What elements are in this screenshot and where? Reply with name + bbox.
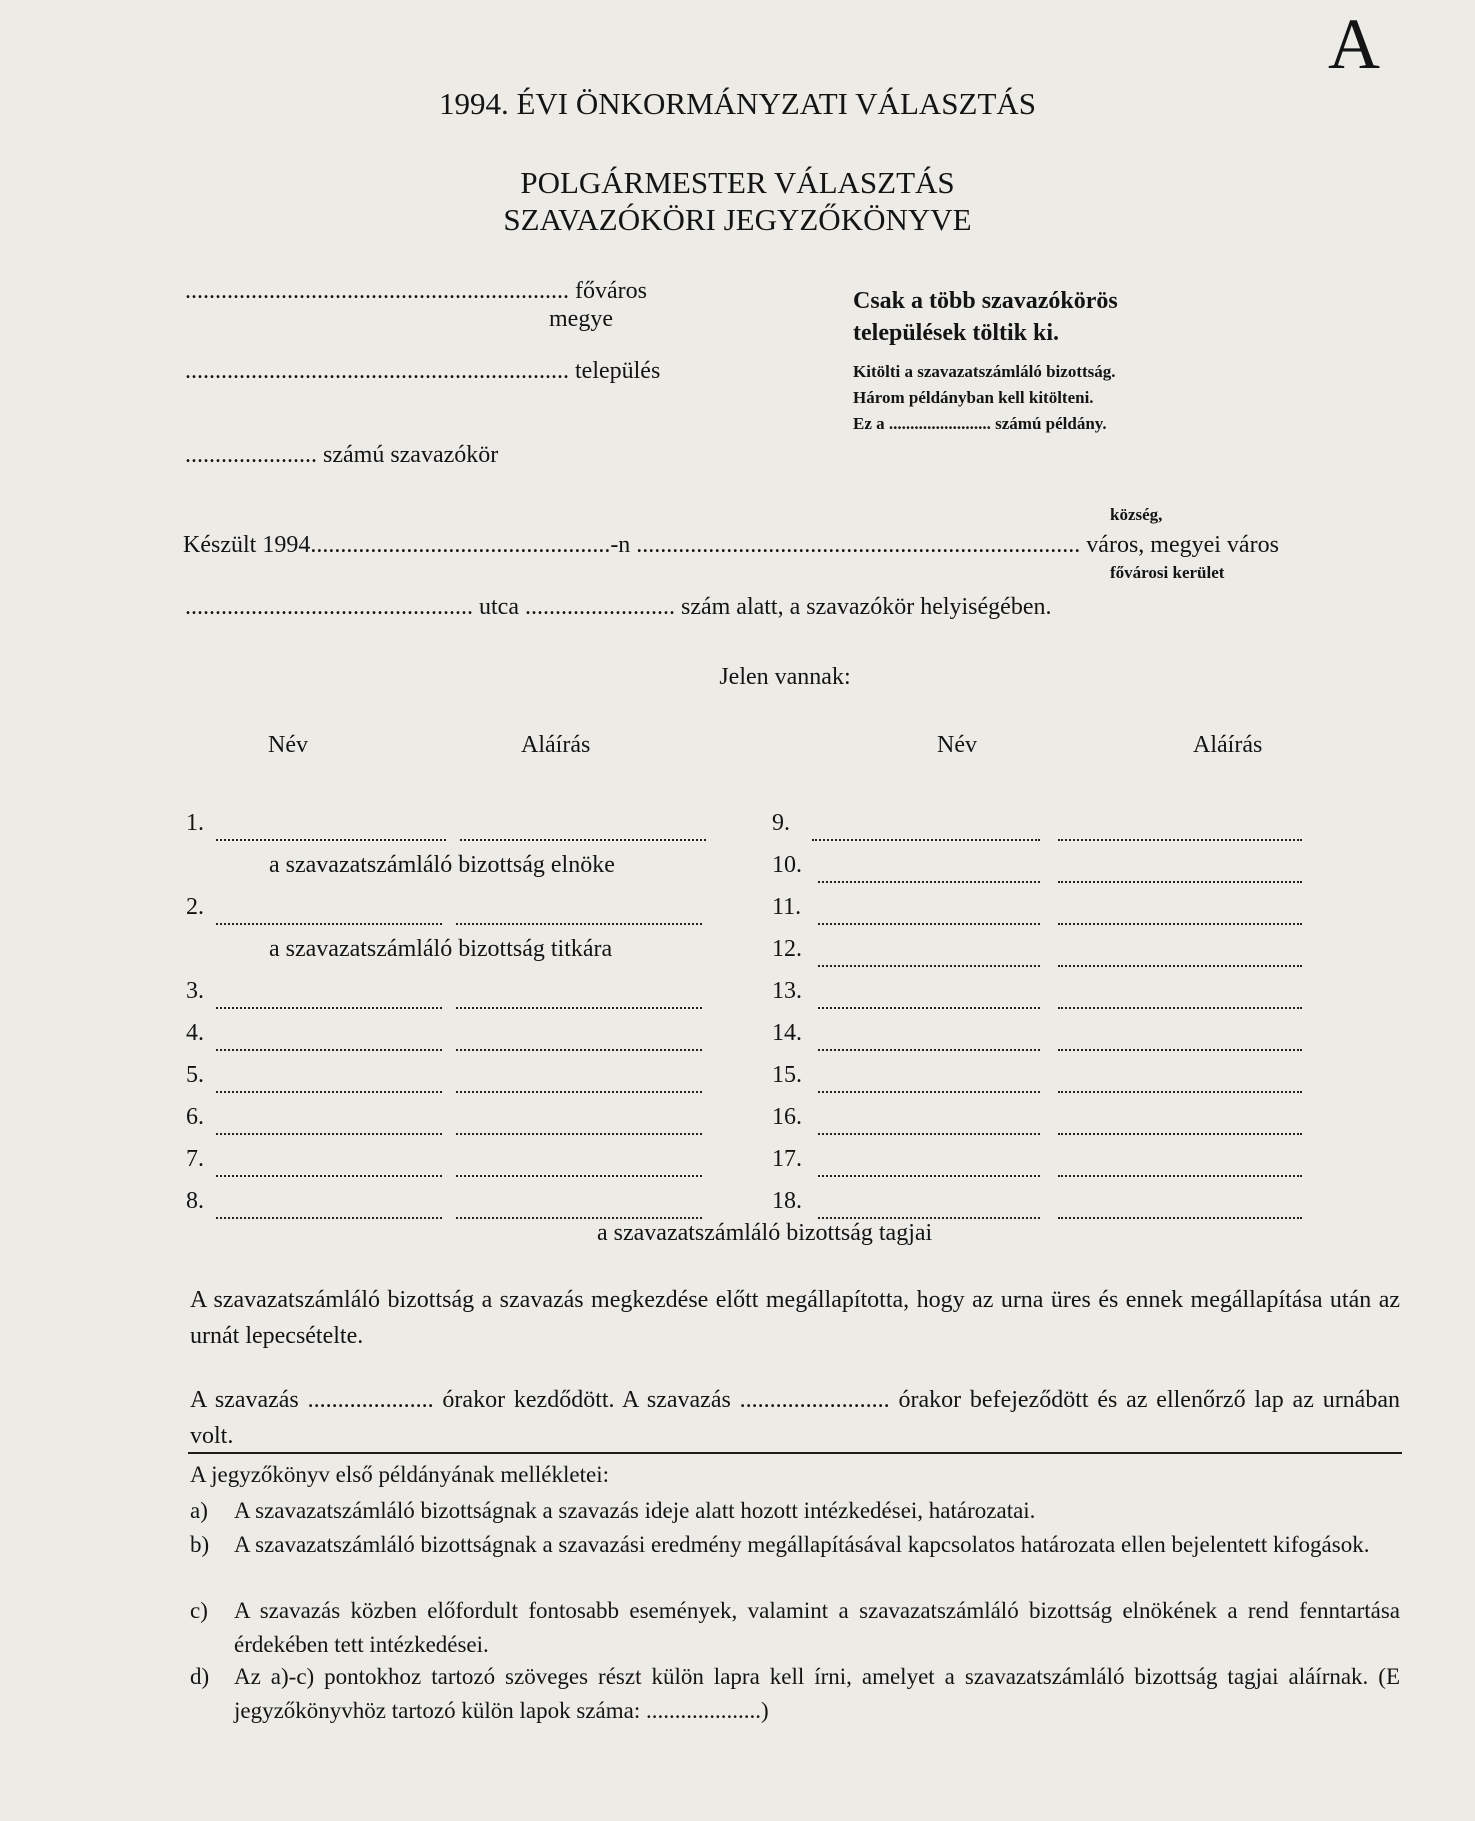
note-line-4: Három példányban kell kitölteni. — [853, 388, 1094, 407]
attachment-item-d — [190, 1660, 1400, 1728]
right-sign-line-9 — [1058, 828, 1302, 846]
right-sign-line-10 — [1058, 870, 1302, 888]
left-sign-line-7 — [456, 1164, 702, 1182]
right-sign-line-13 — [1058, 996, 1302, 1014]
right-name-line-16 — [818, 1122, 1040, 1140]
left-num-4: 4. — [186, 1020, 204, 1046]
note-line-2: települések töltik ki. — [853, 320, 1060, 346]
field-fovaros: ................................................................ főváros — [185, 278, 647, 304]
left-name-line-4 — [216, 1038, 442, 1056]
left-num-1: 1. — [186, 810, 204, 836]
document-subtitle — [0, 164, 1475, 238]
right-sign-line-12 — [1058, 954, 1302, 972]
right-sign-line-16 — [1058, 1122, 1302, 1140]
attachment-label-d: d) — [190, 1664, 210, 1689]
col-sign-left: Aláírás — [521, 732, 591, 758]
col-name-right: Név — [937, 732, 977, 758]
left-num-3: 3. — [186, 978, 204, 1004]
right-sign-line-18 — [1058, 1206, 1302, 1224]
address-line: ................................................ utca ......................... szám alatt, a szavazókör helyiségében. — [185, 594, 1052, 620]
right-sign-line-14 — [1058, 1038, 1302, 1056]
document-title: 1994. ÉVI ÖNKORMÁNYZATI VÁLASZTÁS — [438, 86, 1037, 121]
left-name-line-3 — [216, 996, 442, 1014]
note-line-1: Csak a több szavazókörös — [853, 288, 1118, 314]
note-line-5: Ez a ........................ számú példány. — [853, 414, 1107, 433]
left-num-6: 6. — [186, 1104, 204, 1130]
right-num-13: 13. — [772, 978, 802, 1004]
col-name-left: Név — [268, 732, 308, 758]
left-sign-line-5 — [456, 1080, 702, 1098]
field-szavazokor: ...................... számú szavazókör — [185, 442, 499, 468]
right-num-10: 10. — [772, 852, 802, 878]
left-name-line-5 — [216, 1080, 442, 1098]
right-sign-line-15 — [1058, 1080, 1302, 1098]
left-name-line-2 — [216, 912, 442, 930]
left-name-line-1 — [216, 828, 446, 846]
voting-time-statement: A szavazás ..................... órakor kezdődött. A szavazás ......................... órakor befejeződött és az ellenőrző lap az urnában volt. — [190, 1387, 1400, 1449]
right-num-14: 14. — [772, 1020, 802, 1046]
urn-statement: A szavazatszámláló bizottság a szavazás megkezdése előtt megállapította, hogy az urna üres és ennek megállapítása után az urnát lepecsételte. — [190, 1287, 1400, 1349]
right-num-18: 18. — [772, 1188, 802, 1214]
attachment-label-b: b) — [190, 1532, 210, 1557]
chair-label: a szavazatszámláló bizottság elnöke — [269, 852, 615, 878]
fovarosi-kerulet-label: fővárosi kerület — [1110, 563, 1225, 582]
right-name-line-17 — [818, 1164, 1040, 1182]
secretary-label: a szavazatszámláló bizottság titkára — [269, 936, 613, 962]
col-sign-right: Aláírás — [1193, 732, 1263, 758]
right-sign-line-11 — [1058, 912, 1302, 930]
right-name-line-11 — [818, 912, 1040, 930]
left-num-7: 7. — [186, 1146, 204, 1172]
section-divider — [188, 1452, 1402, 1454]
corner-letter: A — [1328, 4, 1380, 84]
note-line-3: Kitölti a szavazatszámláló bizottság. — [853, 362, 1116, 381]
right-name-line-10 — [818, 870, 1040, 888]
left-name-line-6 — [216, 1122, 442, 1140]
right-num-17: 17. — [772, 1146, 802, 1172]
field-megye: megye — [549, 306, 613, 332]
subtitle-line-2: SZAVAZÓKÖRI JEGYZŐKÖNYVE — [503, 202, 972, 237]
right-name-line-15 — [818, 1080, 1040, 1098]
attachment-label-a: a) — [190, 1498, 208, 1523]
attachment-item-a — [190, 1494, 1400, 1528]
attachment-text-d: Az a)-c) pontokhoz tartozó szöveges részt külön lapra kell írni, amelyet a szavazatszámláló bizottság tagjai aláírnak. (E jegyzőkönyvhöz tartozó külön lapok száma: ....................) — [234, 1664, 1400, 1723]
left-name-line-7 — [216, 1164, 442, 1182]
attachment-text-a: A szavazatszámláló bizottságnak a szavazás ideje alatt hozott intézkedései, határozatai. — [234, 1498, 1036, 1523]
attachment-text-b: A szavazatszámláló bizottságnak a szavazási eredmény megállapításával kapcsolatos határozata ellen bejelentett kifogások. — [234, 1532, 1370, 1557]
attachments-heading: A jegyzőkönyv első példányának mellékletei: — [190, 1462, 609, 1487]
subtitle-line-1: POLGÁRMESTER VÁLASZTÁS — [520, 165, 955, 200]
right-name-line-13 — [818, 996, 1040, 1014]
right-name-line-14 — [818, 1038, 1040, 1056]
left-sign-line-6 — [456, 1122, 702, 1140]
left-num-8: 8. — [186, 1188, 204, 1214]
attachment-text-c: A szavazás közben előfordult fontosabb események, valamint a szavazatszámláló bizottság elnökének a rend fenntartása érdekében tett intézkedései. — [234, 1598, 1400, 1657]
attachment-item-b — [190, 1528, 1400, 1562]
kozseg-label: község, — [1110, 505, 1163, 524]
attachment-label-c: c) — [190, 1598, 208, 1623]
attachment-item-c — [190, 1594, 1400, 1662]
left-sign-line-3 — [456, 996, 702, 1014]
right-num-15: 15. — [772, 1062, 802, 1088]
made-line-text: Készült 1994..................................................-n .......................................................................... város, megyei város — [183, 532, 1279, 558]
made-line — [183, 532, 1279, 559]
right-num-12: 12. — [772, 936, 802, 962]
right-name-line-9 — [812, 828, 1040, 846]
right-num-16: 16. — [772, 1104, 802, 1130]
left-sign-line-1 — [460, 828, 706, 846]
left-num-5: 5. — [186, 1062, 204, 1088]
right-num-11: 11. — [772, 894, 802, 920]
present-heading: Jelen vannak: — [719, 664, 851, 690]
left-sign-line-4 — [456, 1038, 702, 1056]
right-sign-line-17 — [1058, 1164, 1302, 1182]
right-name-line-12 — [818, 954, 1040, 972]
right-num-9: 9. — [772, 810, 790, 836]
left-num-2: 2. — [186, 894, 204, 920]
left-sign-line-2 — [456, 912, 702, 930]
left-name-line-8 — [216, 1206, 442, 1224]
field-telepules: ................................................................ település — [185, 358, 661, 384]
members-label: a szavazatszámláló bizottság tagjai — [597, 1220, 933, 1246]
